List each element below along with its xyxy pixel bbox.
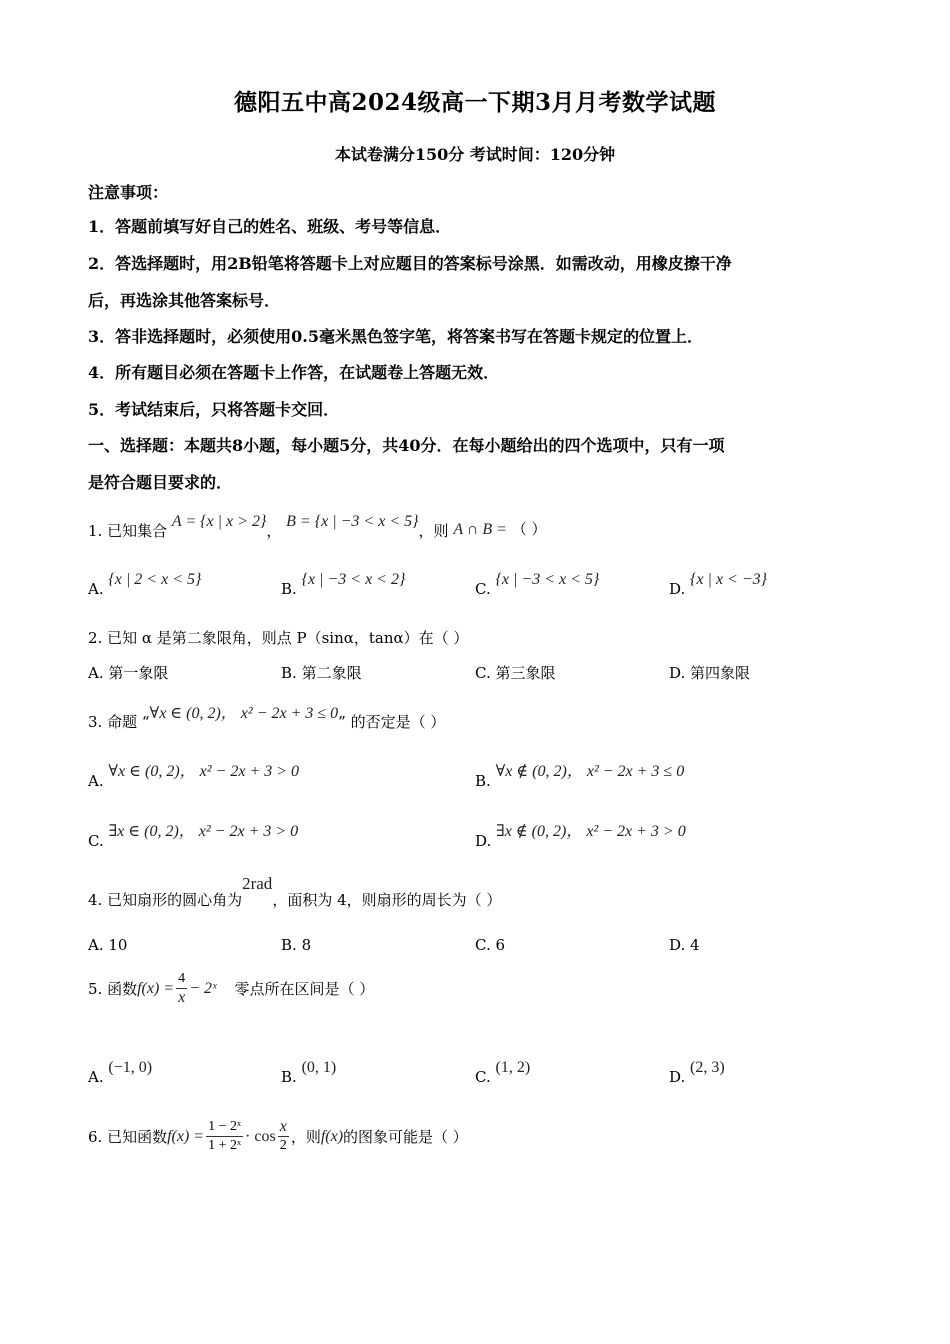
q5-fraction: $\frac{4}{x}$: [178, 971, 186, 1006]
question-4: 4. 已知扇形的圆心角为2rad，面积为 4，则扇形的周长为（ ）: [88, 874, 502, 909]
q1-set-a: A = {x | x > 2}: [171, 513, 267, 530]
question-2: 2. 已知 α 是第二象限角，则点 P（sinα，tanα）在（ ）: [88, 629, 469, 647]
note-3: 3．答非选择题时，必须使用0.5毫米黑色签字笔，将答案书写在答题卡规定的位置上．: [88, 327, 703, 346]
q1-sep: ，: [266, 522, 282, 540]
q5-function-left: f(x) =: [137, 979, 175, 997]
q2-option-b: B. 第二象限: [281, 664, 362, 682]
q6-fraction-2: $\frac{x}{2}$: [279, 1118, 287, 1153]
note-5: 5．考试结束后，只将答题卡交回．: [88, 400, 340, 419]
note-2-line1: 2．答选择题时，用2B铅笔将答题卡上对应题目的答案标号涂黑．如需改动，用橡皮擦干净: [88, 254, 732, 273]
exam-info: 本试卷满分150分 考试时间：120分钟: [334, 145, 616, 164]
q1-option-c: C. {x | −3 < x < 5}: [475, 571, 600, 598]
q4-angle: 2rad: [242, 874, 273, 893]
q6-function-left: f(x) =: [167, 1127, 205, 1145]
q3-proposition: ∀x ∈ (0, 2)， x² − 2x + 3 ≤ 0: [149, 705, 339, 722]
q2-option-d: D. 第四象限: [669, 664, 751, 682]
q6-fraction-1: $\frac{\text{1 − 2ˣ}}{\text{1 + 2ˣ}}$: [208, 1119, 242, 1153]
notes-heading: 注意事项：: [88, 183, 169, 202]
q3-option-b: B. ∀x ∉ (0, 2)， x² − 2x + 3 ≤ 0: [475, 763, 685, 790]
page-title: 德阳五中高2024级高一下期3月月考数学试题: [233, 89, 717, 116]
section-heading-line2: 是符合题目要求的．: [88, 473, 233, 492]
q4-option-c: C. 6: [475, 936, 506, 954]
note-1: 1．答题前填写好自己的姓名、班级、考号等信息．: [88, 217, 452, 236]
question-1: [88, 510, 547, 540]
q3-option-d: D. ∃x ∉ (0, 2)， x² − 2x + 3 > 0: [475, 823, 686, 850]
q5-option-c: C. (1, 2): [475, 1059, 531, 1086]
question-3: 3. 命题 “∀x ∈ (0, 2)， x² − 2x + 3 ≤ 0” 的否定是（ ）: [88, 705, 446, 731]
q1-blank: （ ）: [511, 520, 547, 538]
question-5: 5. 函数 f(x) = $\frac{4}{x}$ − 2ˣ 零点所在区间是（ ）: [88, 971, 375, 1006]
q5-option-b: B. (0, 1): [281, 1059, 337, 1086]
q3-option-c: C. ∃x ∈ (0, 2)， x² − 2x + 3 > 0: [88, 823, 299, 850]
q1-option-a: A. {x | 2 < x < 5}: [88, 571, 202, 598]
q4-option-d: D. 4: [669, 936, 700, 954]
section-heading-line1: 一、选择题：本题共8小题，每小题5分，共40分．在每小题给出的四个选项中，只有一项: [88, 436, 725, 455]
q4-option-a: A. 10: [88, 936, 128, 954]
q1-expression: A ∩ B =: [453, 521, 507, 538]
q6-fx: f(x): [320, 1127, 344, 1145]
q5-option-d: D. (2, 3): [669, 1059, 725, 1086]
note-4: 4．所有题目必须在答题卡上作答，在试题卷上答题无效．: [88, 363, 500, 382]
note-2-line2: 后，再选涂其他答案标号．: [88, 291, 281, 310]
q5-function-right: − 2ˣ: [189, 979, 217, 997]
q3-option-a: A. ∀x ∈ (0, 2)， x² − 2x + 3 > 0: [88, 763, 300, 790]
q4-option-b: B. 8: [281, 936, 312, 954]
q2-option-c: C. 第三象限: [475, 664, 556, 682]
q5-option-a: A. (−1, 0): [88, 1059, 153, 1086]
q1-mid: ，则: [418, 522, 449, 540]
q2-option-a: A. 第一象限: [88, 664, 169, 682]
q1-prefix: 1. 已知集合: [88, 522, 168, 540]
q1-set-b: B = {x | −3 < x < 5}: [286, 513, 419, 530]
q1-option-d: D. {x | x < −3}: [669, 571, 768, 598]
question-6: 6. 已知函数 f(x) = $\frac{\text{1 − 2ˣ}}{\text{1 + 2ˣ}}$ · cos $\frac{x}{2}$ ，则 f(x) 的图象可能是（ ）: [88, 1118, 468, 1153]
q1-option-b: B. {x | −3 < x < 2}: [281, 571, 406, 598]
